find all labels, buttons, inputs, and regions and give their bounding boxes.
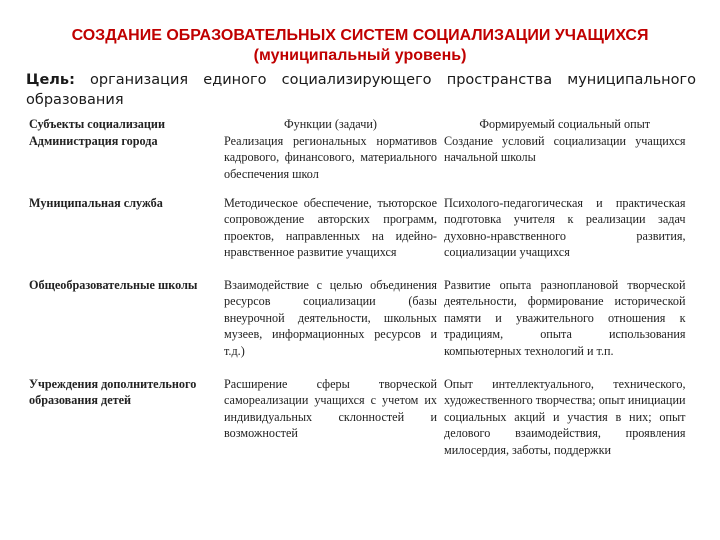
row-experience: Развитие опыта разноплановой творческой деятельности, формирование исторической памяти и уважительного отношения к традициям, опыта использования компьютерных технологий и т.п.	[444, 277, 686, 358]
title-line-2: (муниципальный уровень)	[253, 47, 467, 64]
goal-label: Цель:	[26, 72, 75, 88]
page-title	[0, 26, 720, 66]
row-functions: Расширение сферы творческой самореализации учащихся с учетом их индивидуальных склонностей и возможностей	[224, 376, 437, 441]
title-line-1: СОЗДАНИЕ ОБРАЗОВАТЕЛЬНЫХ СИСТЕМ СОЦИАЛИЗАЦИИ УЧАЩИХСЯ	[71, 27, 649, 44]
row-functions: Взаимодействие с целью объединения ресурсов социализации (базы внеурочной деятельности, школьных музеев, информационных ресурсов и т.д.)	[224, 277, 437, 358]
row-subject: Учреждения дополнительного образования детей	[29, 376, 197, 408]
socialization-table	[25, 116, 689, 494]
row-functions: Методическое обеспечение, тьюторское сопровождение авторских программ, проектов, направленных на идейно-нравственное развитие учащихся	[224, 195, 437, 260]
row-experience: Опыт интеллектуального, технического, художественного творчества; опыт инициации социальных акций и участия в них; опыт делового взаимодействия, проявления милосердия, заботы, поддержки	[444, 376, 686, 457]
table-row	[26, 195, 689, 277]
table-row	[26, 133, 689, 195]
table-header-row	[26, 116, 689, 133]
column-header-functions: Функции (задачи)	[284, 117, 377, 131]
row-subject: Общеобразовательные школы	[29, 277, 198, 292]
goal-statement	[26, 70, 696, 110]
column-header-subjects: Субъекты социализации	[29, 117, 165, 131]
row-experience: Психолого-педагогическая и практическая подготовка учителя к реализации задач духовно-нравственного развития, социализации учащихся	[444, 195, 686, 260]
row-functions: Реализация региональных нормативов кадрового, финансового, материального обеспечения школ	[224, 133, 437, 181]
column-header-experience: Формируемый социальный опыт	[479, 117, 651, 131]
table-row	[26, 376, 689, 494]
row-experience: Создание условий социализации учащихся начальной школы	[444, 133, 686, 165]
goal-text: организация единого социализирующего пространства муниципального образования	[26, 72, 696, 108]
row-subject: Муниципальная служба	[29, 195, 163, 210]
table-row	[26, 277, 689, 376]
row-subject: Администрация города	[29, 133, 158, 148]
